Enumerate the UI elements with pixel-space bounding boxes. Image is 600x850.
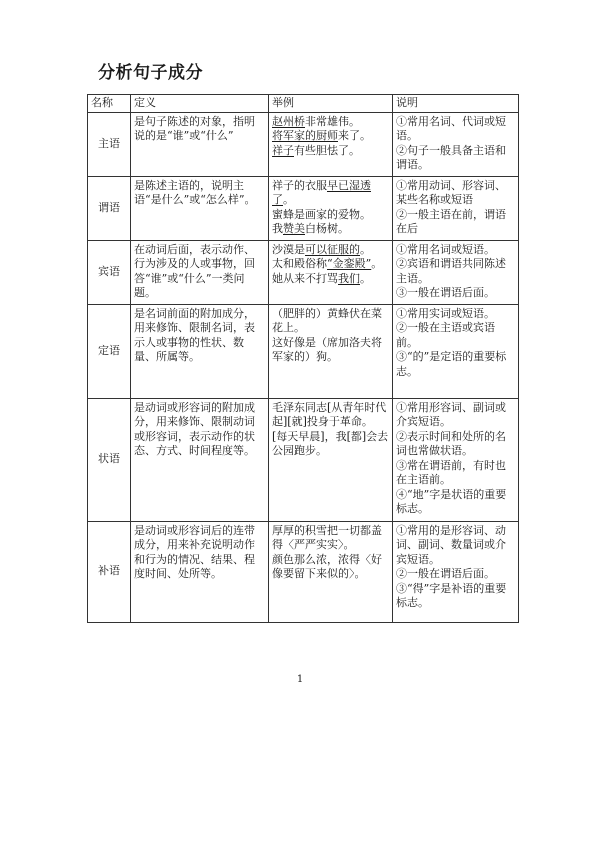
component-notes: [393, 521, 519, 622]
underlined-component: 我们: [338, 271, 360, 285]
table-row: [88, 304, 519, 398]
note-item: ④“地”字是状语的重要标志。: [396, 487, 507, 515]
note-item: ①常用名词或短语。: [396, 242, 495, 256]
example-sentence: [272, 115, 389, 130]
note-item: ③常在谓语前，有时也在主语前。: [396, 458, 506, 486]
component-examples: [269, 176, 393, 240]
example-text: 有些胆怯了。: [294, 143, 360, 157]
example-text: 来了。: [338, 129, 371, 142]
component-examples: [269, 398, 393, 521]
component-examples: [269, 240, 393, 304]
header-examples: 举例: [269, 95, 393, 113]
example-text: 太和殿俗称: [272, 257, 327, 270]
example-text: 厚厚的积雪把一切都盖得〈严严实实〉。: [272, 523, 382, 551]
note-item: ①常用形容词、副词或介宾短语。: [396, 400, 506, 428]
component-name: 补语: [88, 521, 131, 622]
example-sentence: [272, 336, 389, 365]
table-body: [88, 112, 519, 622]
table-row: [88, 240, 519, 304]
underlined-component: “金銮殿”: [327, 257, 372, 270]
note-item: ①常用的是形容词、动词、副词、数量词或介宾短语。: [396, 523, 506, 566]
component-notes: [393, 112, 519, 176]
example-text: 我: [272, 222, 283, 235]
underlined-component: 赵州桥: [272, 114, 305, 128]
example-text: 她从来不打骂: [272, 271, 338, 285]
note-item: ③一般在谓语后面。: [396, 286, 495, 299]
component-examples: [269, 112, 393, 176]
component-name: 宾语: [88, 240, 131, 304]
component-name: 谓语: [88, 176, 131, 240]
example-sentence: [272, 208, 389, 223]
component-examples: [269, 304, 393, 398]
note-item: ②一般主语在前，谓语在后: [396, 207, 506, 235]
underlined-component: 早已湿透了: [272, 178, 371, 206]
table-header-row: [88, 95, 519, 113]
example-text: [每天早晨]，我[都]会去公园跑步。: [272, 429, 389, 457]
note-item: ②表示时间和处所的名词也常做状语。: [396, 429, 506, 457]
page-title: 分析句子成分: [98, 63, 203, 83]
sentence-components-table: [87, 94, 519, 623]
example-text: 毛泽东同志[从青年时代起][就]投身于革命。: [272, 400, 387, 428]
note-item: ①常用名词、代词或短语。: [396, 114, 506, 142]
example-text: 沙漠是: [272, 242, 305, 256]
example-sentence: [272, 401, 389, 430]
table-row: [88, 521, 519, 622]
underlined-component: 赞美: [283, 222, 305, 235]
header-definition: 定义: [131, 95, 269, 113]
note-item: ②一般在主语或宾语前。: [396, 321, 495, 349]
example-text: 。: [371, 257, 383, 270]
example-text: 非常雄伟。: [305, 114, 360, 128]
component-examples: [269, 521, 393, 622]
example-sentence: [272, 129, 389, 144]
component-definition: 是动词或形容词后的连带成分，用来补充说明动作和行为的情况、结果、程度时间、处所等。: [131, 521, 269, 622]
example-text: 。: [360, 242, 371, 256]
component-definition: 是动词或形容词的附加成分，用来修饰、限制动词或形容词，表示动作的状态、方式、时间程度等。: [131, 398, 269, 521]
table-row: [88, 176, 519, 240]
component-notes: [393, 304, 519, 398]
note-item: ②一般在谓语后面。: [396, 567, 495, 580]
example-text: 白杨树。: [305, 222, 349, 235]
header-notes: 说明: [393, 95, 519, 113]
example-sentence: [272, 553, 389, 582]
note-item: ②句子一般具备主语和谓语。: [396, 143, 506, 171]
component-notes: [393, 240, 519, 304]
header-name: 名称: [88, 95, 131, 113]
underlined-component: 可以征服的: [305, 242, 360, 256]
component-notes: [393, 176, 519, 240]
component-definition: 是句子陈述的对象，指明说的是“谁”或“什么”: [131, 112, 269, 176]
example-sentence: [272, 524, 389, 553]
example-sentence: [272, 243, 389, 258]
example-text: 。: [283, 193, 294, 206]
component-definition: 是陈述主语的，说明主语“是什么”或“怎么样”。: [131, 176, 269, 240]
table-row: [88, 398, 519, 521]
component-definition: 是名词前面的附加成分，用来修饰、限制名词，表示人或事物的性状、数量、所属等。: [131, 304, 269, 398]
note-item: ②宾语和谓语共同陈述主语。: [396, 257, 506, 285]
example-text: 颜色那么浓，浓得〈好像要留下来似的〉。: [272, 552, 382, 580]
note-item: ③“的”是定语的重要标志。: [396, 350, 507, 378]
example-sentence: [272, 430, 389, 459]
example-sentence: [272, 222, 389, 237]
table-row: [88, 112, 519, 176]
example-sentence: [272, 257, 389, 272]
example-sentence: [272, 144, 389, 159]
example-text: （肥胖的）黄蜂伏在菜花上。: [272, 306, 382, 334]
component-name: 定语: [88, 304, 131, 398]
example-sentence: [272, 179, 389, 208]
example-text: 祥子的衣服: [272, 178, 327, 192]
component-notes: [393, 398, 519, 521]
example-sentence: [272, 272, 389, 287]
underlined-component: 祥子: [272, 143, 294, 157]
example-text: 蜜蜂是画家的爱物。: [272, 207, 371, 221]
note-item: ③“得”字是补语的重要标志。: [396, 581, 507, 609]
component-name: 状语: [88, 398, 131, 521]
underlined-component: 将军家的厨师: [272, 129, 338, 142]
example-text: 这好像是（席加洛夫将军家的）狗。: [272, 335, 382, 363]
note-item: ①常用实词或短语。: [396, 306, 495, 320]
component-name: 主语: [88, 112, 131, 176]
note-item: ①常用动词、形容词、某些名称或短语: [396, 178, 506, 206]
example-text: 。: [360, 271, 371, 285]
component-definition: 在动词后面，表示动作、行为涉及的人或事物，回答“谁”或“什么”一类问题。: [131, 240, 269, 304]
page-number: 1: [296, 674, 304, 685]
example-sentence: [272, 307, 389, 336]
